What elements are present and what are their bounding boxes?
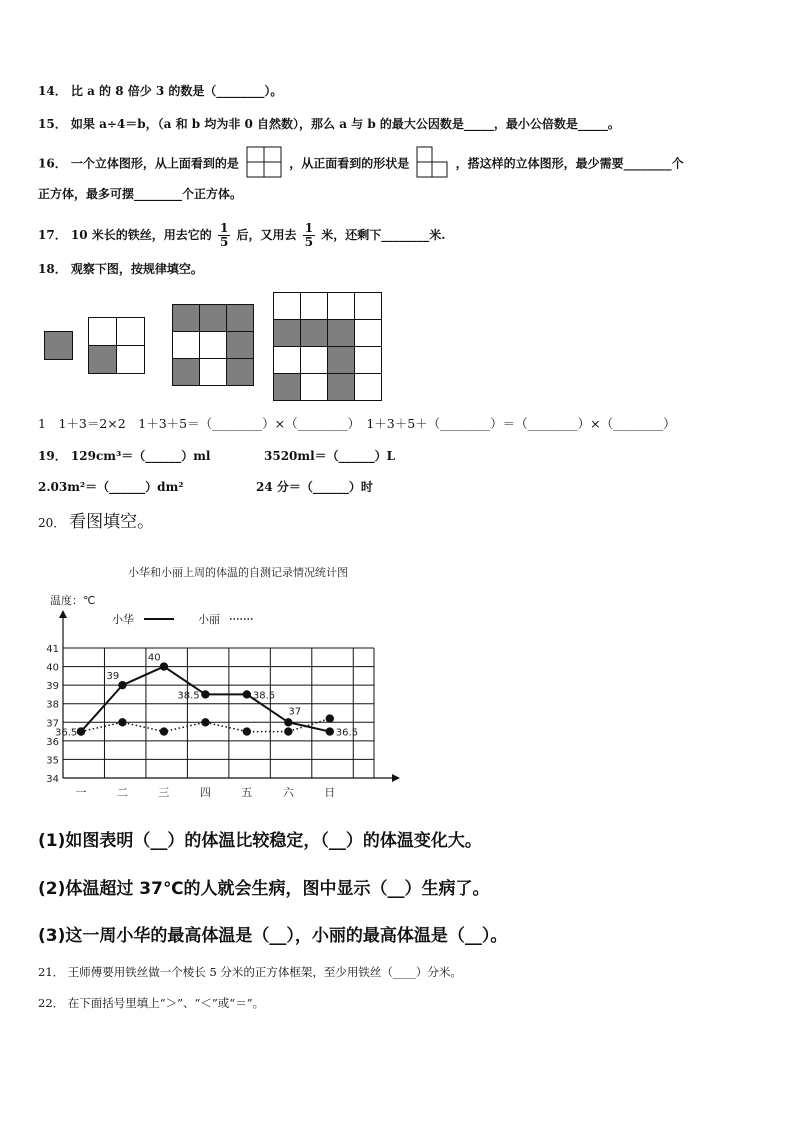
data-point-xiaoli [118, 718, 126, 726]
question-number: 16． [38, 156, 67, 171]
x-tick-label: 三 [158, 786, 170, 799]
data-point-xiaohua [201, 690, 209, 698]
question-18-formula: 1 1＋3＝2×2 1＋3＋5＝（________）×（________） 1＋3＋5＋（________）＝（________）×（________） [38, 416, 676, 431]
data-label: 40 [147, 652, 161, 664]
y-axis-arrow [59, 610, 67, 618]
question-text-part1: 10 米长的铁丝，用去它的 [70, 228, 212, 242]
data-point-xiaoli [284, 727, 292, 735]
data-label: 39 [106, 671, 120, 683]
question-16-continued [38, 186, 242, 202]
y-tick-label: 38 [46, 699, 59, 711]
y-axis-label: 温度：℃ [50, 594, 96, 607]
question-20-sub2: (2)体温超过 37℃的人就会生病，图中显示（__）生病了。 [38, 879, 490, 899]
question-number: 22． [38, 996, 65, 1010]
x-tick-label: 五 [241, 786, 253, 799]
question-text-part1: 一个立体图形，从上面看到的是 [70, 156, 239, 171]
pattern-figure-1 [44, 331, 74, 361]
question-number: 17． [38, 228, 67, 242]
question-text-part3: ，搭这样的立体图形，最少需要________个 [455, 156, 684, 171]
y-tick-label: 36 [46, 736, 59, 748]
data-point-xiaohua [118, 681, 126, 689]
conversion-a: 129cm³＝（______）ml [70, 449, 211, 463]
x-axis-arrow [392, 774, 400, 782]
data-point-xiaoli [201, 718, 209, 726]
data-label: 38.5 [177, 690, 200, 702]
data-label: 38.5 [252, 690, 276, 702]
question-text: 如果 a÷4＝b，（a 和 b 均为非 0 自然数），那么 a 与 b 的最大公因数是_____，最小公倍数是_____。 [70, 117, 620, 131]
legend-label-xiaoli: 小丽 [198, 613, 220, 626]
conversion-d: 24 分＝（______）时 [256, 480, 373, 494]
question-14 [38, 83, 282, 99]
question-text-part2: ，从正面看到的形状是 [289, 156, 410, 171]
pattern-figure-3 [172, 304, 255, 387]
question-number: 21． [38, 965, 65, 979]
question-text: 王师傅要用铁丝做一个棱长 5 分米的正方体框架，至少用铁丝（____）分米。 [67, 965, 462, 979]
question-text-part4: 正方体，最多可摆________个正方体。 [38, 187, 243, 201]
y-tick-label: 41 [46, 644, 59, 655]
question-text: 观察下图，按规律填空。 [70, 262, 203, 276]
question-19-row1 [38, 448, 210, 464]
data-point-xiaohua [326, 727, 334, 735]
x-tick-label: 日 [324, 786, 336, 799]
question-22 [38, 995, 264, 1011]
chart-svg [40, 560, 410, 800]
pattern-figure-2 [88, 317, 146, 375]
fraction-one-fifth: $\frac{1}{5}$ [219, 221, 229, 249]
question-17 [38, 222, 445, 249]
legend-label-xiaohua: 小华 [112, 613, 134, 626]
data-label: 37 [288, 706, 302, 718]
question-20 [38, 514, 154, 531]
data-label: 36.5 [335, 727, 359, 739]
y-tick-label: 35 [46, 755, 59, 767]
data-point-xiaoli [326, 714, 334, 722]
front-view-figure [416, 146, 448, 182]
pattern-figure-4 [273, 292, 383, 402]
x-tick-label: 一 [75, 786, 87, 799]
y-tick-label: 39 [46, 681, 59, 693]
question-number: 18． [38, 262, 67, 276]
question-number: 19． [38, 449, 67, 463]
x-tick-label: 二 [116, 786, 128, 799]
data-point-xiaoli [77, 727, 85, 735]
question-text: 比 a 的 8 倍少 3 的数是（________）。 [70, 84, 283, 98]
top-view-figure [246, 146, 282, 182]
question-18 [38, 261, 203, 277]
question-21 [38, 964, 462, 980]
question-text: 看图填空。 [69, 512, 155, 532]
question-text-part2: 后，又用去 [236, 228, 297, 242]
question-15 [38, 116, 620, 132]
chart-title: 小华和小丽上周的体温的自测记录情况统计图 [128, 566, 348, 579]
fraction-one-fifth: $\frac{1}{5}$ [304, 221, 314, 249]
conversion-b: 3520ml＝（______）L [264, 449, 396, 463]
question-text-part3: 米，还剩下________米. [321, 228, 446, 242]
data-point-xiaohua [243, 690, 251, 698]
question-20-sub1: (1)如图表明（__）的体温比较稳定，（__）的体温变化大。 [38, 831, 482, 851]
question-number: 15． [38, 117, 67, 131]
question-text: 在下面括号里填上“＞”、“＜”或“＝”。 [67, 996, 265, 1010]
data-point-xiaoli [160, 727, 168, 735]
x-tick-label: 四 [199, 786, 211, 799]
data-point-xiaohua [160, 662, 168, 670]
data-point-xiaohua [284, 718, 292, 726]
question-number: 20． [38, 516, 66, 530]
y-tick-label: 34 [46, 774, 59, 785]
y-tick-label: 37 [46, 718, 59, 730]
question-16 [38, 146, 684, 182]
data-point-xiaoli [243, 727, 251, 735]
question-number: 14． [38, 84, 67, 98]
temperature-line-chart [40, 560, 410, 804]
x-tick-label: 六 [282, 786, 294, 799]
data-label: 36.5 [55, 727, 78, 739]
y-tick-label: 40 [46, 662, 59, 674]
conversion-c: 2.03m²＝（______）dm² [38, 480, 184, 494]
question-20-sub3: (3)这一周小华的最高体温是（__），小丽的最高体温是（__）。 [38, 926, 508, 946]
